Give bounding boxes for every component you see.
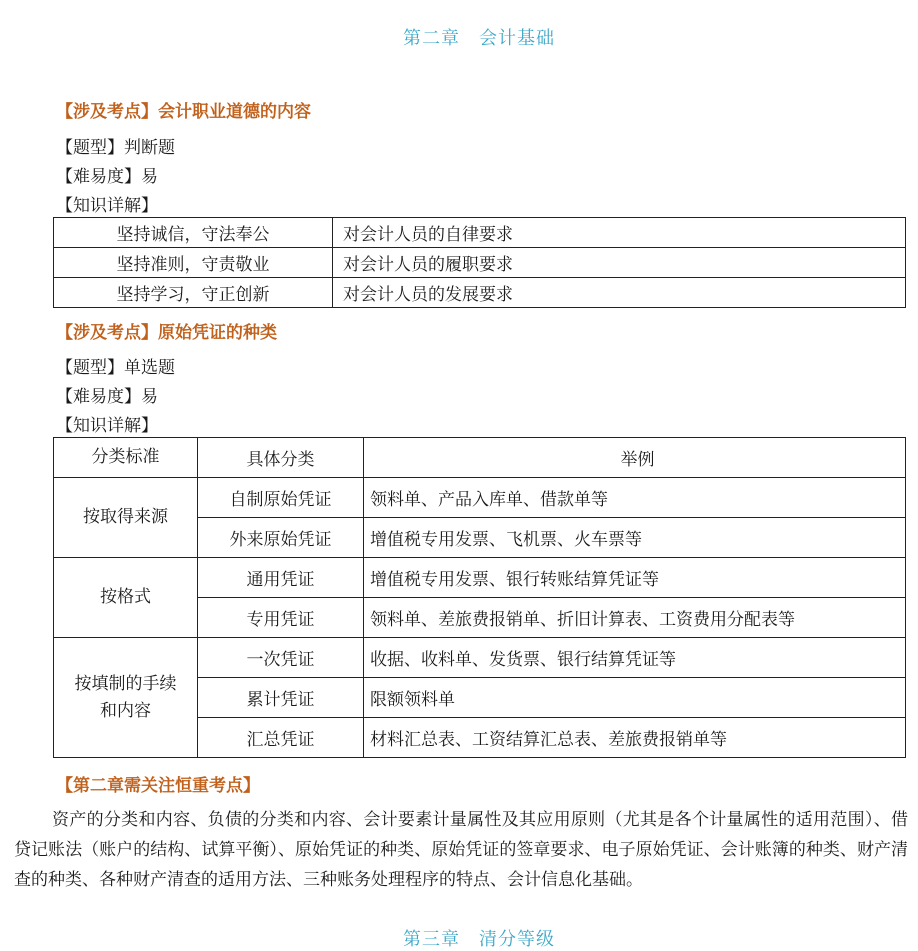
table-row bbox=[54, 478, 906, 518]
subtype-cell: 外来原始凭证 bbox=[198, 518, 364, 558]
example-cell: 收据、收料单、发货票、银行结算凭证等 bbox=[364, 638, 906, 678]
ethics-table bbox=[53, 217, 906, 308]
subtype-cell: 一次凭证 bbox=[198, 638, 364, 678]
category-cell: 按取得来源 bbox=[54, 478, 198, 558]
category-line: 按填制的手续 bbox=[74, 673, 177, 694]
category-cell: 按格式 bbox=[54, 558, 198, 638]
difficulty-line: 【难易度】易 bbox=[56, 387, 158, 407]
example-cell: 限额领料单 bbox=[364, 678, 906, 718]
table-header-row bbox=[54, 438, 906, 478]
question-type-line: 【题型】判断题 bbox=[56, 138, 175, 158]
table-cell: 坚持准则，守责敬业 bbox=[54, 248, 333, 278]
section-heading-ethics: 【涉及考点】会计职业道德的内容 bbox=[56, 102, 311, 122]
category-line: 和内容 bbox=[100, 700, 151, 721]
subtype-cell: 汇总凭证 bbox=[198, 718, 364, 758]
example-cell: 领料单、产品入库单、借款单等 bbox=[364, 478, 906, 518]
example-cell: 增值税专用发票、银行转账结算凭证等 bbox=[364, 558, 906, 598]
section-heading-vouchers: 【涉及考点】原始凭证的种类 bbox=[56, 323, 277, 343]
subtype-cell: 通用凭证 bbox=[198, 558, 364, 598]
table-cell: 对会计人员的发展要求 bbox=[333, 278, 906, 308]
knowledge-detail-line: 【知识详解】 bbox=[56, 416, 158, 436]
question-type-line: 【题型】单选题 bbox=[56, 358, 175, 378]
table-cell: 对会计人员的履职要求 bbox=[333, 248, 906, 278]
table-row bbox=[54, 218, 906, 248]
category-cell bbox=[54, 638, 198, 758]
example-cell: 增值税专用发票、飞机票、火车票等 bbox=[364, 518, 906, 558]
table-row bbox=[54, 558, 906, 598]
table-cell: 对会计人员的自律要求 bbox=[333, 218, 906, 248]
column-header: 具体分类 bbox=[198, 438, 364, 478]
example-cell: 领料单、差旅费报销单、折旧计算表、工资费用分配表等 bbox=[364, 598, 906, 638]
table-row bbox=[54, 638, 906, 678]
section-heading-key-points: 【第二章需关注恒重考点】 bbox=[56, 776, 260, 796]
column-header: 分类标准 bbox=[54, 438, 198, 478]
table-cell: 坚持诚信，守法奉公 bbox=[54, 218, 333, 248]
subtype-cell: 自制原始凭证 bbox=[198, 478, 364, 518]
key-points-paragraph: 资产的分类和内容、负债的分类和内容、会计要素计量属性及其应用原则（尤其是各个计量属性的适用范围）、借贷记账法（账户的结构、试算平衡）、原始凭证的种类、原始凭证的签章要求、电子原始凭证、会计账簿的种类、财产清查的种类、各种财产清查的适用方法、三种账务处理程序的特点、会计信息化基础。 bbox=[14, 810, 908, 890]
table-cell: 坚持学习，守正创新 bbox=[54, 278, 333, 308]
table-row bbox=[54, 278, 906, 308]
next-chapter-title: 第三章 清分等级 bbox=[403, 929, 555, 950]
subtype-cell: 专用凭证 bbox=[198, 598, 364, 638]
knowledge-detail-line: 【知识详解】 bbox=[56, 196, 158, 216]
column-header: 举例 bbox=[364, 438, 906, 478]
difficulty-line: 【难易度】易 bbox=[56, 167, 158, 187]
page-title: 第二章 会计基础 bbox=[403, 28, 555, 49]
subtype-cell: 累计凭证 bbox=[198, 678, 364, 718]
table-row bbox=[54, 248, 906, 278]
example-cell: 材料汇总表、工资结算汇总表、差旅费报销单等 bbox=[364, 718, 906, 758]
voucher-types-table bbox=[53, 437, 906, 758]
